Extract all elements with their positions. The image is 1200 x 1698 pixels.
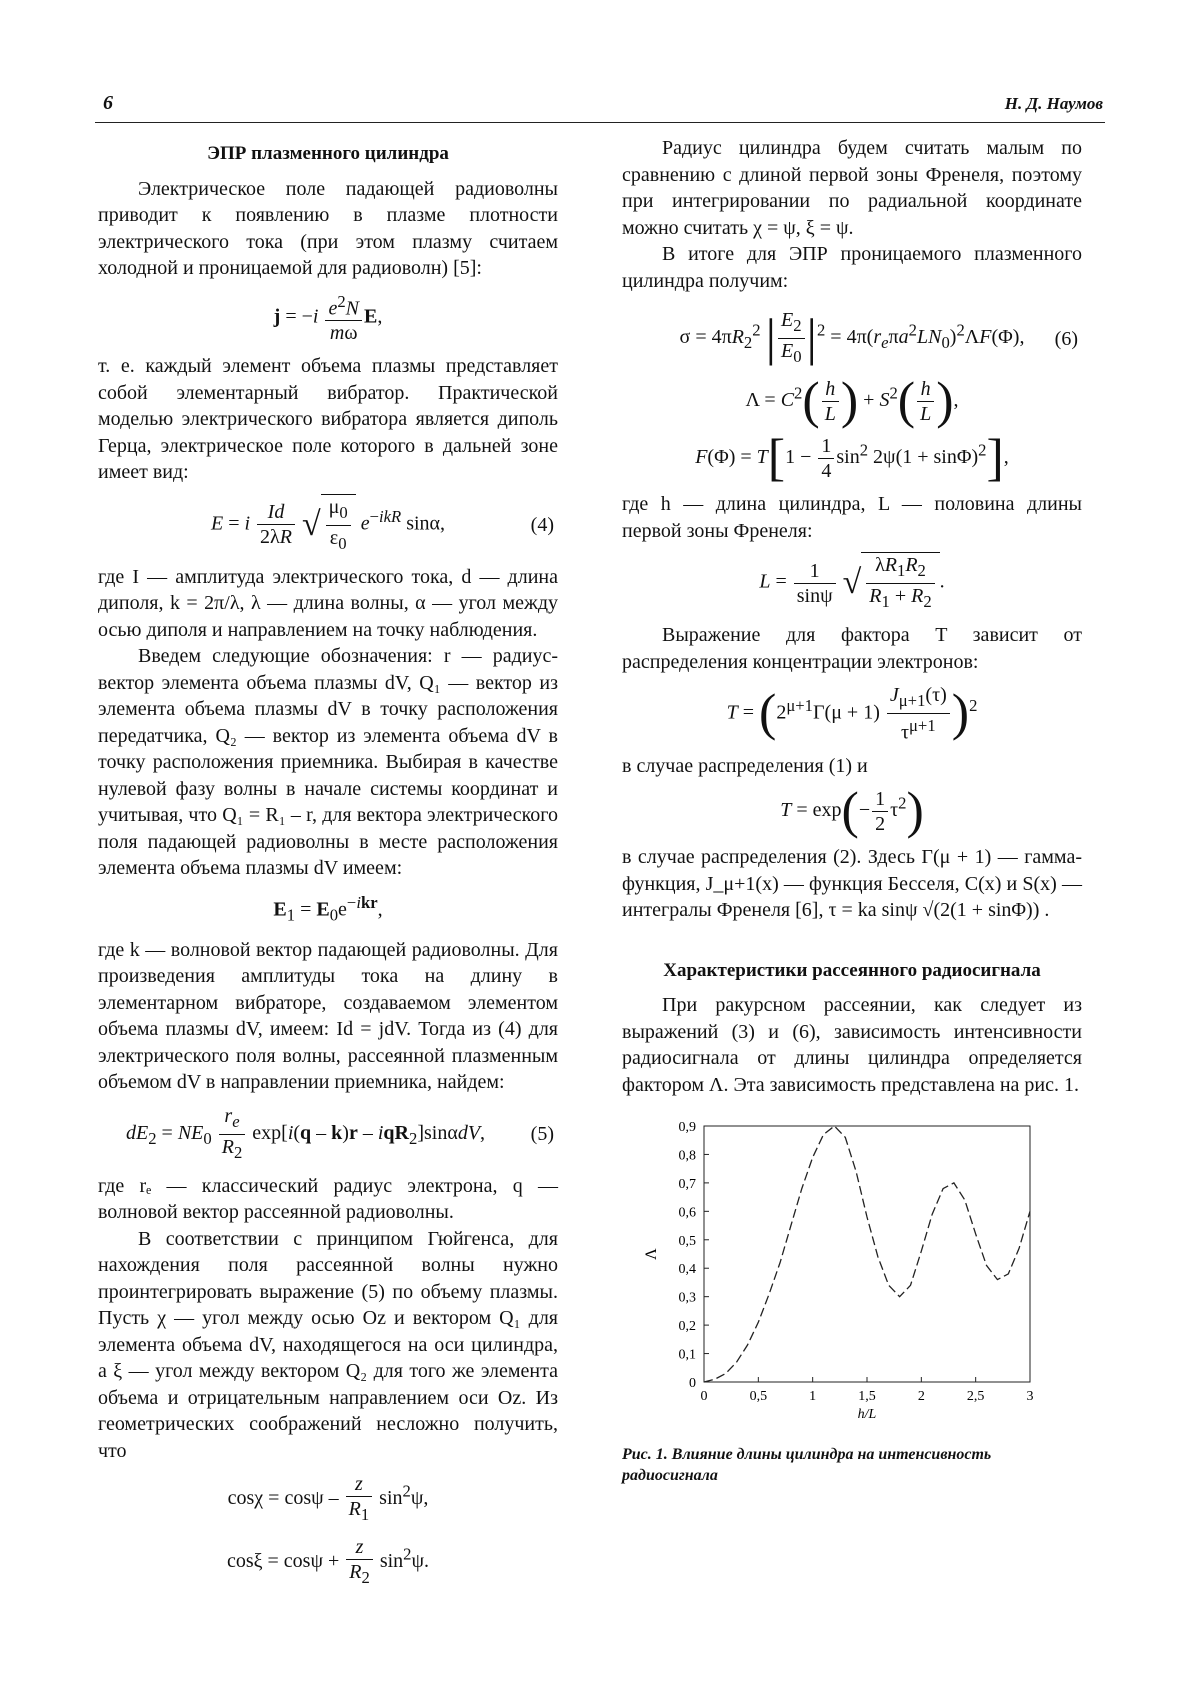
page-number: 6 [103,92,113,114]
paragraph: в случае распределения (2). Здесь Γ(μ + 1) — гамма-функция, J_μ+1(x) — функция Бесселя, C(x) и S(x) — интегралы Френеля [6], τ = ka sinψ √(2(1 + sinΦ)) . [622,846,1082,922]
paragraph: где h — длина цилиндра, L — половина длины первой зоны Френеля: [622,493,1082,542]
x-tick-label: 1,5 [858,1389,876,1405]
paragraph: где I — амплитуда электрического тока, d — длина диполя, k = 2π/λ, λ — длина волны, α — угол между осью диполя и направлением на точку наблюдения. [98,565,558,641]
paragraph: где rₑ — классический радиус электрона, q — волновой вектор рассеянной радиоволны. [98,1174,558,1224]
running-author: Н. Д. Наумов [1004,94,1103,113]
equation-5: $dE_2 = NE_0$ $\frac{r_e}{R_2}$ exp[i(q – k)r – iqR$_2$]sinαdV, (5) [126,1104,554,1162]
plot-frame [704,1126,1030,1382]
paragraph: В итоге для ЭПР проницаемого плазменного цилиндра получим: [622,243,1082,292]
y-tick-label: 0,9 [678,1120,696,1136]
section-heading-2: Характеристики рассеянного радиосигнала [663,959,1041,981]
y-axis-label: Λ [643,1248,660,1260]
y-tick-label: 0,8 [678,1148,696,1164]
x-tick-label: 2,5 [966,1389,985,1405]
x-tick-label: 2 [917,1389,925,1405]
paragraph: Радиус цилиндра будем считать малым по сравнению с длиной первой зоны Френеля, поэтому при интегрировании по радиальной координате можно считать χ = ψ, ξ = ψ. [622,137,1082,239]
page-header [95,92,1105,123]
equation-F: F(Φ) = T[1 − $\frac{1}{4}$ $\sin^2 2\psi(1 + \sin\Phi)^2$], [695,429,1009,487]
equation-T1: $T = (2^{\mu+1}\Gamma(\mu + 1)$ $\frac{J_{\mu+1}(\tau)}{\tau^{\mu+1}}$ )$^2$ [726,684,978,744]
series-line-lambda [704,1126,1030,1382]
y-tick-label: 0,7 [678,1177,696,1193]
x-axis-label: h/L [857,1407,877,1423]
equation-current-density: j = −i $\frac{e^2N}{m\omega}$ E, [273,291,383,345]
paragraph: При ракурсном рассеянии, как следует из выражений (3) и (6), зависимость интенсивности радиосигнала от длины цилиндра определяется фактором Λ. Эта зависимость представлена на рис. 1. [622,994,1082,1096]
equation-6: $\sigma = 4\pi R_2^2$ | $\frac{E_2}{E_0}$ $|^2 = 4\pi(r_e\pi a^2LN_0)^2\Lambda F(\Phi)$, (6) [679,309,1078,367]
paragraph: Выражение для фактора T зависит от распределения концентрации электронов: [622,624,1082,673]
y-tick-label: 0,2 [678,1319,696,1335]
x-tick-label: 0 [700,1389,708,1405]
equation-number: (5) [530,1123,554,1146]
y-tick-label: 0,5 [678,1233,696,1249]
paragraph: В соответствии с принципом Гюйгенса, для нахождения поля рассеянной волны нужно проинтегрировать выражение (5) по объему плазмы. Пусть χ — угол между осью Oz и вектором Q₁ для элемента объема dV, находящегося на оси цилиндра, а ξ — угол между вектором Q₂ для того же элемента объема и отрицательным направлением оси Oz. Из геометрических соображений несложно получить, что [98,1227,558,1462]
paragraph: Электрическое поле падающей радиоволны приводит к появлению в плазме плотности электрического тока (при этом плазму считаем холодной и проницаемой для радиоволн) [5]: [98,177,558,279]
equation-number: (4) [530,513,554,536]
y-tick-label: 0,4 [678,1262,696,1278]
paragraph: где k — волновой вектор падающей радиоволны. Для произведения амплитуды тока на длину в элементарном вибраторе, создаваемом элементом объема плазмы dV, имеем: Id = jdV. Тогда из (4) для электрического поля волны, рассеянной плазменным объемом dV в направлении приемника, найдем: [98,938,558,1094]
y-tick-label: 0 [689,1376,696,1392]
equation-L: L = $\frac{1}{\sin\psi}$ √ $\frac{\lambda R_1R_2}{R_1 + R_2}$ . [622,552,1082,614]
y-tick-label: 0,3 [678,1290,696,1306]
left-column [98,135,558,1598]
equation-number: (6) [1054,327,1078,350]
y-tick-label: 0,1 [678,1347,696,1363]
paragraph: Введем следующие обозначения: r — радиус-вектор элемента объема плазмы dV, Q₁ — вектор из элемента объема плазмы dV в точку расположения передатчика, Q₂ — вектор из элемента объема dV в точку расположения приемника. Выбирая в качестве нулевой фазу волны в начале системы координат и учитывая, что Q₁ = R₁ – r, для вектора электрического поля падающей радиоволны в месте расположения элемента объема плазмы dV имеем: [98,645,558,880]
paragraph: в случае распределения (1) и [622,754,868,777]
equation-cos-xi: cosξ = cosψ + $\frac{z}{R_2}$ $\sin^2\psi$. [226,1536,430,1588]
equation-4: E = i $\frac{Id}{2\lambda R}$ √ $\frac{\mu_0}{\varepsilon_0}$ $e^{-ikR}$ sinα, (4) [98,494,558,556]
equation-incident-field: $E_1 = E_0e^{-ikr}$, [273,892,383,925]
equation-cos-chi: cosχ = cosψ – $\frac{z}{R_1}$ $\sin^2\psi$, [227,1473,429,1525]
equation-lambda: $\Lambda = C^2$( $\frac{h}{L}$ ) + $S^2$( $\frac{h}{L}$ ), [745,372,959,430]
section-heading-1: ЭПР плазменного цилиндра [207,143,449,164]
paragraph: т. е. каждый элемент объема плазмы представляет собой элементарный вибратор. Практической моделью электрического вибратора является диполь Герца, электрическое поле которого в дальней зоне имеет вид: [98,355,558,484]
equation-T2: T = exp(− $\frac{1}{2}$ $\tau^2$) [780,782,924,840]
right-column [622,135,1082,1486]
x-tick-label: 0,5 [749,1389,768,1405]
y-tick-label: 0,6 [678,1205,696,1221]
figure-1-chart [622,1112,1082,1432]
x-tick-label: 3 [1026,1389,1034,1405]
figure-caption: Рис. 1. Влияние длины цилиндра на интенсивность радиосигнала [622,1445,992,1484]
x-tick-label: 1 [809,1389,817,1405]
